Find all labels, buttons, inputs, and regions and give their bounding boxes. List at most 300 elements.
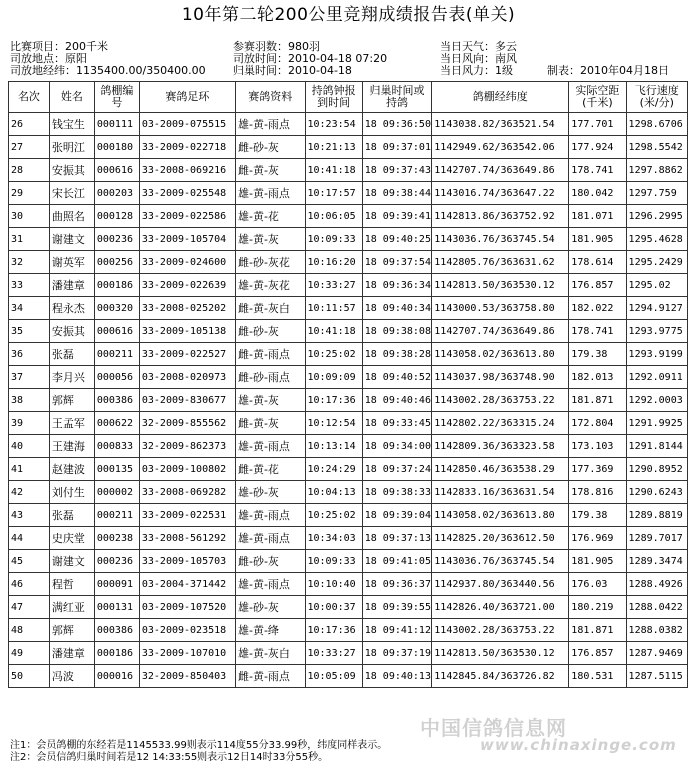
cell-clock-time: 10:17:36 [305,619,362,642]
cell-loft-id: 000236 [94,550,139,573]
cell-speed: 1287.9469 [626,642,687,665]
cell-clock-time: 10:10:40 [305,573,362,596]
cell-speed: 1298.6706 [626,113,687,136]
cell-return-time: 18 09:36:34 [362,274,432,297]
cell-clock-time: 10:23:54 [305,113,362,136]
info-wind-direction: 当日风向：南风 [440,52,517,65]
cell-loft-id: 000386 [94,619,139,642]
cell-rank: 32 [9,251,50,274]
cell-loft-id: 000236 [94,228,139,251]
cell-speed: 1293.9199 [626,343,687,366]
cell-name: 谢建文 [49,228,94,251]
cell-rank: 34 [9,297,50,320]
cell-speed: 1291.9925 [626,412,687,435]
cell-bird-info: 雌-砂-灰 [235,136,305,159]
cell-bird-info: 雄-黄-灰 [235,228,305,251]
cell-rank: 29 [9,182,50,205]
cell-loft-id: 000111 [94,113,139,136]
cell-name: 李月兴 [49,366,94,389]
cell-clock-time: 10:09:33 [305,228,362,251]
cell-name: 张磊 [49,343,94,366]
cell-loft-coordinates: 1143002.28/363753.22 [432,619,569,642]
cell-name: 张明江 [49,136,94,159]
cell-clock-time: 10:11:57 [305,297,362,320]
cell-clock-time: 10:25:02 [305,343,362,366]
table-row [9,596,688,619]
table-row [9,481,688,504]
cell-rank: 42 [9,481,50,504]
table-row [9,550,688,573]
cell-loft-coordinates: 1143038.82/363521.54 [432,113,569,136]
cell-bird-info: 雄-砂-灰 [235,596,305,619]
cell-clock-time: 10:24:29 [305,458,362,481]
cell-ring-number: 03-2009-107520 [139,596,235,619]
cell-loft-id: 000386 [94,389,139,412]
cell-return-time: 18 09:39:55 [362,596,432,619]
column-header: 实际空距(千米) [569,82,626,113]
cell-loft-coordinates: 1143058.02/363613.80 [432,343,569,366]
column-header: 名次 [9,82,50,113]
cell-name: 谢建文 [49,550,94,573]
cell-ring-number: 33-2009-105704 [139,228,235,251]
cell-name: 安振其 [49,159,94,182]
cell-name: 王建海 [49,435,94,458]
cell-rank: 31 [9,228,50,251]
cell-return-time: 18 09:38:33 [362,481,432,504]
cell-bird-info: 雄-黄-花 [235,205,305,228]
cell-loft-coordinates: 1143002.28/363753.22 [432,389,569,412]
table-row [9,320,688,343]
cell-ring-number: 33-2009-107010 [139,642,235,665]
cell-distance: 176.857 [569,642,626,665]
cell-loft-coordinates: 1143036.76/363745.54 [432,228,569,251]
cell-ring-number: 32-2009-862373 [139,435,235,458]
table-row [9,573,688,596]
column-header: 姓名 [49,82,94,113]
cell-rank: 44 [9,527,50,550]
column-header: 赛鸽资料 [235,82,305,113]
cell-name: 谢英军 [49,251,94,274]
cell-bird-info: 雄-黄-灰白 [235,642,305,665]
cell-clock-time: 10:41:18 [305,159,362,182]
cell-loft-id: 000616 [94,320,139,343]
cell-distance: 176.969 [569,527,626,550]
cell-speed: 1294.9127 [626,297,687,320]
cell-clock-time: 10:04:13 [305,481,362,504]
cell-distance: 177.369 [569,458,626,481]
cell-rank: 46 [9,573,50,596]
cell-return-time: 18 09:38:08 [362,320,432,343]
cell-name: 满红亚 [49,596,94,619]
cell-loft-id: 000180 [94,136,139,159]
cell-bird-info: 雌-砂-雨点 [235,366,305,389]
cell-distance: 178.741 [569,320,626,343]
cell-loft-coordinates: 1143000.53/363758.80 [432,297,569,320]
cell-speed: 1289.7017 [626,527,687,550]
info-wind-force: 当日风力：1级 [440,64,513,77]
cell-rank: 43 [9,504,50,527]
cell-distance: 177.701 [569,113,626,136]
cell-speed: 1289.8819 [626,504,687,527]
cell-speed: 1297.8862 [626,159,687,182]
report-title: 10年第二轮200公里竞翔成绩报告表(单关) [181,5,516,25]
cell-loft-coordinates: 1142707.74/363649.86 [432,320,569,343]
cell-speed: 1292.0003 [626,389,687,412]
cell-clock-time: 10:09:09 [305,366,362,389]
cell-ring-number: 33-2009-022718 [139,136,235,159]
table-row [9,665,688,688]
cell-ring-number: 03-2008-020973 [139,366,235,389]
cell-name: 郭辉 [49,389,94,412]
cell-clock-time: 10:13:14 [305,435,362,458]
cell-clock-time: 10:00:37 [305,596,362,619]
cell-distance: 179.38 [569,343,626,366]
cell-loft-id: 000256 [94,251,139,274]
cell-distance: 180.042 [569,182,626,205]
column-header: 鸽棚经纬度 [432,82,569,113]
header-row [9,82,688,113]
info-weather: 当日天气：多云 [440,40,517,53]
cell-bird-info: 雄-砂-灰 [235,481,305,504]
cell-clock-time: 10:41:18 [305,320,362,343]
cell-distance: 172.804 [569,412,626,435]
cell-ring-number: 03-2009-830677 [139,389,235,412]
cell-ring-number: 03-2004-371442 [139,573,235,596]
cell-bird-info: 雄-黄-雨点 [235,527,305,550]
cell-speed: 1288.0422 [626,596,687,619]
cell-loft-id: 000320 [94,297,139,320]
cell-clock-time: 10:34:03 [305,527,362,550]
cell-ring-number: 33-2009-105703 [139,550,235,573]
cell-name: 钱宝生 [49,113,94,136]
cell-distance: 180.531 [569,665,626,688]
table-body [9,113,688,688]
cell-distance: 180.219 [569,596,626,619]
table-row [9,251,688,274]
cell-loft-coordinates: 1142707.74/363649.86 [432,159,569,182]
cell-return-time: 18 09:36:37 [362,573,432,596]
cell-distance: 177.924 [569,136,626,159]
cell-clock-time: 10:09:33 [305,550,362,573]
table-row [9,113,688,136]
cell-bird-info: 雌-砂-灰花 [235,251,305,274]
cell-return-time: 18 09:40:25 [362,228,432,251]
cell-loft-id: 000091 [94,573,139,596]
cell-ring-number: 32-2009-855562 [139,412,235,435]
cell-clock-time: 10:16:20 [305,251,362,274]
cell-distance: 181.905 [569,228,626,251]
cell-loft-coordinates: 1143037.98/363748.90 [432,366,569,389]
cell-rank: 28 [9,159,50,182]
cell-distance: 176.857 [569,274,626,297]
cell-bird-info: 雌-砂-灰 [235,550,305,573]
cell-speed: 1295.2429 [626,251,687,274]
table-row [9,619,688,642]
table-row [9,389,688,412]
cell-rank: 48 [9,619,50,642]
info-return-date: 归巢时间：2010-04-18 [233,64,352,77]
cell-loft-coordinates: 1142813.86/363752.92 [432,205,569,228]
cell-return-time: 18 09:37:24 [362,458,432,481]
cell-rank: 50 [9,665,50,688]
cell-name: 程永杰 [49,297,94,320]
cell-bird-info: 雌-黄-灰 [235,412,305,435]
note-1: 注1：会员鸽棚的东经若是1145533.99则表示114度55分33.99秒，纬度同样表示。 [10,740,388,751]
cell-name: 王孟军 [49,412,94,435]
note-2: 注2：会员信鸽归巢时间若是12 14:33:55则表示12日14时33分55秒。 [10,752,329,763]
cell-return-time: 18 09:40:52 [362,366,432,389]
cell-loft-id: 000238 [94,527,139,550]
cell-loft-coordinates: 1142937.80/363440.56 [432,573,569,596]
cell-bird-info: 雌-黄-灰 [235,159,305,182]
cell-loft-id: 000211 [94,504,139,527]
cell-distance: 182.013 [569,366,626,389]
cell-rank: 26 [9,113,50,136]
cell-rank: 40 [9,435,50,458]
cell-bird-info: 雄-黄-雨点 [235,113,305,136]
table-row [9,343,688,366]
cell-speed: 1295.4628 [626,228,687,251]
cell-loft-id: 000622 [94,412,139,435]
cell-loft-coordinates: 1142845.84/363726.82 [432,665,569,688]
cell-distance: 182.022 [569,297,626,320]
cell-name: 曲照名 [49,205,94,228]
cell-ring-number: 03-2009-100802 [139,458,235,481]
cell-return-time: 18 09:34:00 [362,435,432,458]
cell-return-time: 18 09:36:50 [362,113,432,136]
cell-loft-coordinates: 1142802.22/363315.24 [432,412,569,435]
cell-return-time: 18 09:38:28 [362,343,432,366]
table-row [9,182,688,205]
cell-ring-number: 03-2009-075515 [139,113,235,136]
cell-return-time: 18 09:37:01 [362,136,432,159]
cell-loft-id: 000833 [94,435,139,458]
watermark-logo-text: 中国信鸽信息网 [420,716,567,740]
cell-ring-number: 33-2009-105138 [139,320,235,343]
cell-return-time: 18 09:37:43 [362,159,432,182]
cell-speed: 1292.0911 [626,366,687,389]
cell-return-time: 18 09:41:12 [362,619,432,642]
cell-bird-info: 雌-砂-灰 [235,320,305,343]
cell-loft-coordinates: 1143016.74/363647.22 [432,182,569,205]
cell-return-time: 18 09:37:19 [362,642,432,665]
cell-loft-id: 000186 [94,274,139,297]
cell-ring-number: 33-2009-022586 [139,205,235,228]
cell-bird-info: 雄-黄-雨点 [235,182,305,205]
cell-return-time: 18 09:41:05 [362,550,432,573]
cell-return-time: 18 09:39:41 [362,205,432,228]
cell-speed: 1297.759 [626,182,687,205]
cell-rank: 33 [9,274,50,297]
column-header: 飞行速度(米/分) [626,82,687,113]
cell-distance: 178.741 [569,159,626,182]
cell-return-time: 18 09:40:34 [362,297,432,320]
cell-speed: 1290.6243 [626,481,687,504]
cell-loft-id: 000616 [94,159,139,182]
cell-name: 宋长江 [49,182,94,205]
info-entries: 参赛羽数：980羽 [233,40,320,53]
cell-loft-id: 000128 [94,205,139,228]
cell-clock-time: 10:21:13 [305,136,362,159]
watermark-url: www.chinaxinge.com [480,736,677,754]
cell-distance: 178.614 [569,251,626,274]
table-row [9,458,688,481]
cell-bird-info: 雌-黄-雨点 [235,665,305,688]
cell-bird-info: 雄-黄-雨点 [235,573,305,596]
cell-speed: 1288.0382 [626,619,687,642]
table-row [9,274,688,297]
cell-bird-info: 雌-黄-雨点 [235,343,305,366]
cell-loft-coordinates: 1142813.50/363530.12 [432,642,569,665]
column-header: 归巢时间或持鸽 [362,82,432,113]
cell-loft-id: 000002 [94,481,139,504]
cell-speed: 1289.3474 [626,550,687,573]
cell-clock-time: 10:17:57 [305,182,362,205]
cell-ring-number: 33-2009-022527 [139,343,235,366]
info-report-date: 制表：2010年04月18日 [547,64,669,77]
cell-rank: 27 [9,136,50,159]
cell-speed: 1287.5115 [626,665,687,688]
column-header: 持鸽钟报到时间 [305,82,362,113]
cell-return-time: 18 09:39:04 [362,504,432,527]
cell-rank: 35 [9,320,50,343]
cell-loft-coordinates: 1142813.50/363530.12 [432,274,569,297]
cell-distance: 181.871 [569,619,626,642]
cell-speed: 1290.8952 [626,458,687,481]
cell-clock-time: 10:12:54 [305,412,362,435]
cell-distance: 173.103 [569,435,626,458]
table-row [9,205,688,228]
cell-name: 张磊 [49,504,94,527]
cell-loft-id: 000016 [94,665,139,688]
cell-clock-time: 10:17:36 [305,389,362,412]
column-header: 鸽棚编号 [94,82,139,113]
results-table [8,81,688,688]
cell-name: 史庆堂 [49,527,94,550]
cell-loft-id: 000135 [94,458,139,481]
cell-clock-time: 10:06:05 [305,205,362,228]
info-release-time: 司放时间：2010-04-18 07:20 [233,52,388,65]
cell-bird-info: 雄-黄-绛 [235,619,305,642]
cell-name: 潘建章 [49,642,94,665]
cell-bird-info: 雄-黄-灰 [235,389,305,412]
cell-loft-id: 000211 [94,343,139,366]
table-row [9,136,688,159]
cell-bird-info: 雄-黄-灰花 [235,274,305,297]
cell-bird-info: 雌-黄-花 [235,458,305,481]
table-row [9,297,688,320]
cell-name: 刘付生 [49,481,94,504]
table-row [9,435,688,458]
cell-loft-id: 000186 [94,642,139,665]
cell-loft-coordinates: 1142825.20/363612.50 [432,527,569,550]
cell-distance: 181.871 [569,389,626,412]
cell-distance: 181.905 [569,550,626,573]
cell-speed: 1295.02 [626,274,687,297]
table-row [9,366,688,389]
column-header: 赛鸽足环 [139,82,235,113]
info-race-item: 比赛项目：200千米 [10,40,108,53]
cell-return-time: 18 09:37:13 [362,527,432,550]
cell-ring-number: 33-2008-069282 [139,481,235,504]
cell-name: 赵建波 [49,458,94,481]
cell-ring-number: 33-2009-022531 [139,504,235,527]
cell-name: 冯波 [49,665,94,688]
cell-name: 程哲 [49,573,94,596]
cell-ring-number: 33-2008-025202 [139,297,235,320]
cell-ring-number: 33-2009-024600 [139,251,235,274]
cell-speed: 1293.9775 [626,320,687,343]
info-release-coordinates: 司放地经纬：1135400.00/350400.00 [10,64,206,77]
cell-bird-info: 雄-黄-雨点 [235,504,305,527]
cell-loft-coordinates: 1143058.02/363613.80 [432,504,569,527]
cell-return-time: 18 09:37:54 [362,251,432,274]
cell-name: 安振其 [49,320,94,343]
cell-loft-id: 000131 [94,596,139,619]
cell-distance: 179.38 [569,504,626,527]
cell-rank: 49 [9,642,50,665]
cell-clock-time: 10:05:09 [305,665,362,688]
cell-loft-coordinates: 1142833.16/363631.54 [432,481,569,504]
table-row [9,527,688,550]
cell-return-time: 18 09:33:45 [362,412,432,435]
cell-name: 潘建章 [49,274,94,297]
table-row [9,504,688,527]
cell-ring-number: 33-2008-069216 [139,159,235,182]
cell-bird-info: 雌-黄-灰白 [235,297,305,320]
cell-speed: 1288.4926 [626,573,687,596]
cell-return-time: 18 09:38:44 [362,182,432,205]
info-release-place: 司放地点：原阳 [10,52,87,65]
cell-return-time: 18 09:40:13 [362,665,432,688]
table-row [9,159,688,182]
cell-return-time: 18 09:40:46 [362,389,432,412]
table-row [9,642,688,665]
cell-loft-coordinates: 1142805.76/363631.62 [432,251,569,274]
cell-distance: 181.071 [569,205,626,228]
cell-name: 郭辉 [49,619,94,642]
cell-clock-time: 10:25:02 [305,504,362,527]
cell-ring-number: 33-2008-561292 [139,527,235,550]
cell-loft-coordinates: 1142826.40/363721.00 [432,596,569,619]
cell-rank: 41 [9,458,50,481]
cell-rank: 45 [9,550,50,573]
cell-loft-coordinates: 1142949.62/363542.06 [432,136,569,159]
cell-speed: 1296.2995 [626,205,687,228]
table-row [9,228,688,251]
cell-rank: 37 [9,366,50,389]
cell-rank: 47 [9,596,50,619]
cell-ring-number: 33-2009-022639 [139,274,235,297]
cell-bird-info: 雄-黄-雨点 [235,435,305,458]
cell-ring-number: 33-2009-025548 [139,182,235,205]
cell-speed: 1298.5542 [626,136,687,159]
cell-ring-number: 32-2009-850403 [139,665,235,688]
cell-speed: 1291.8144 [626,435,687,458]
cell-loft-coordinates: 1142809.36/363323.58 [432,435,569,458]
cell-ring-number: 03-2009-023518 [139,619,235,642]
cell-loft-coordinates: 1143036.76/363745.54 [432,550,569,573]
cell-loft-id: 000203 [94,182,139,205]
cell-clock-time: 10:33:27 [305,274,362,297]
cell-distance: 176.03 [569,573,626,596]
cell-distance: 178.816 [569,481,626,504]
cell-rank: 30 [9,205,50,228]
cell-clock-time: 10:33:27 [305,642,362,665]
cell-rank: 39 [9,412,50,435]
table-row [9,412,688,435]
cell-rank: 36 [9,343,50,366]
